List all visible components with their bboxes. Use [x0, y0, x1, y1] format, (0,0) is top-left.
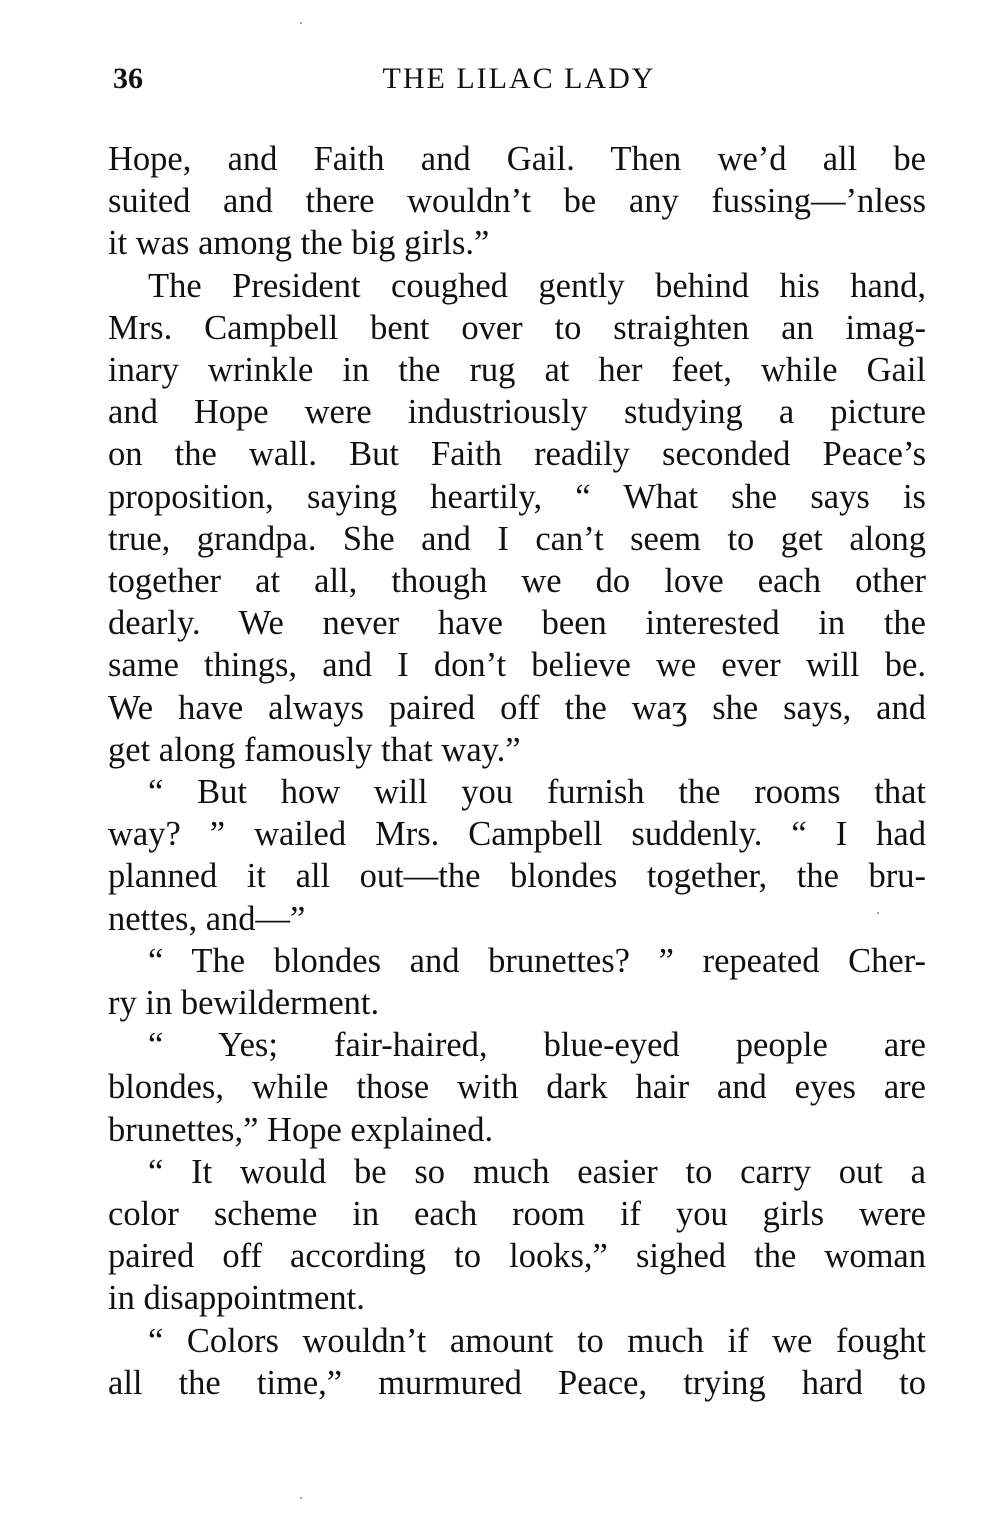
text-line: “ It would be so much easier to carry out a: [148, 1152, 926, 1191]
text-line: on the wall. But Faith readily seconded Peace’s: [108, 435, 926, 474]
text-line: way? ” wailed Mrs. Campbell suddenly. “ I had: [108, 815, 926, 854]
text-line: brunettes,” Hope explained.: [108, 1110, 494, 1149]
text-line: We have always paired off the waʒ she says, and: [108, 688, 926, 727]
text-line: ry in bewilderment.: [108, 984, 380, 1023]
text-line: “ Yes; fair-haired, blue-eyed people are: [148, 1026, 926, 1065]
scan-speck: [877, 912, 879, 914]
scan-speck: [300, 1497, 302, 1499]
text-line: The President coughed gently behind his hand,: [148, 266, 926, 305]
text-line: get along famously that way.”: [108, 730, 521, 769]
body-text: [108, 138, 926, 1404]
text-line: nettes, and—”: [108, 899, 306, 938]
text-line: planned it all out—the blondes together, the bru-: [108, 857, 926, 896]
text-line: Hope, and Faith and Gail. Then we’d all be: [108, 140, 926, 178]
text-line: together at all, though we do love each other: [108, 562, 926, 601]
text-line: suited and there wouldn’t be any fussing—’nless: [108, 182, 926, 221]
text-line: Mrs. Campbell bent over to straighten an imag-: [108, 308, 926, 347]
text-line: blondes, while those with dark hair and eyes are: [108, 1068, 926, 1107]
text-line: “ The blondes and brunettes? ” repeated Cher-: [148, 941, 926, 980]
text-line: all the time,” murmured Peace, trying hard to: [108, 1363, 926, 1402]
text-line: inary wrinkle in the rug at her feet, while Gail: [108, 351, 926, 390]
text-line: proposition, saying heartily, “ What she says is: [108, 477, 926, 516]
text-line: true, grandpa. She and I can’t seem to get along: [108, 519, 926, 558]
text-line: it was among the big girls.”: [108, 224, 490, 263]
text-line: dearly. We never have been interested in the: [108, 604, 926, 643]
running-head: THE LILAC LADY: [382, 62, 656, 95]
text-line: “ Colors wouldn’t amount to much if we fought: [148, 1321, 926, 1360]
text-line: paired off according to looks,” sighed the woman: [108, 1237, 926, 1276]
text-line: “ But how will you furnish the rooms that: [148, 773, 926, 812]
scan-speck: [300, 22, 302, 24]
text-line: and Hope were industriously studying a picture: [108, 393, 926, 432]
text-line: color scheme in each room if you girls were: [108, 1195, 926, 1234]
page-number: 36: [113, 62, 143, 95]
text-line: same things, and I don’t believe we ever will be.: [108, 646, 926, 685]
text-line: in disappointment.: [108, 1279, 365, 1318]
page-header: [113, 62, 925, 102]
